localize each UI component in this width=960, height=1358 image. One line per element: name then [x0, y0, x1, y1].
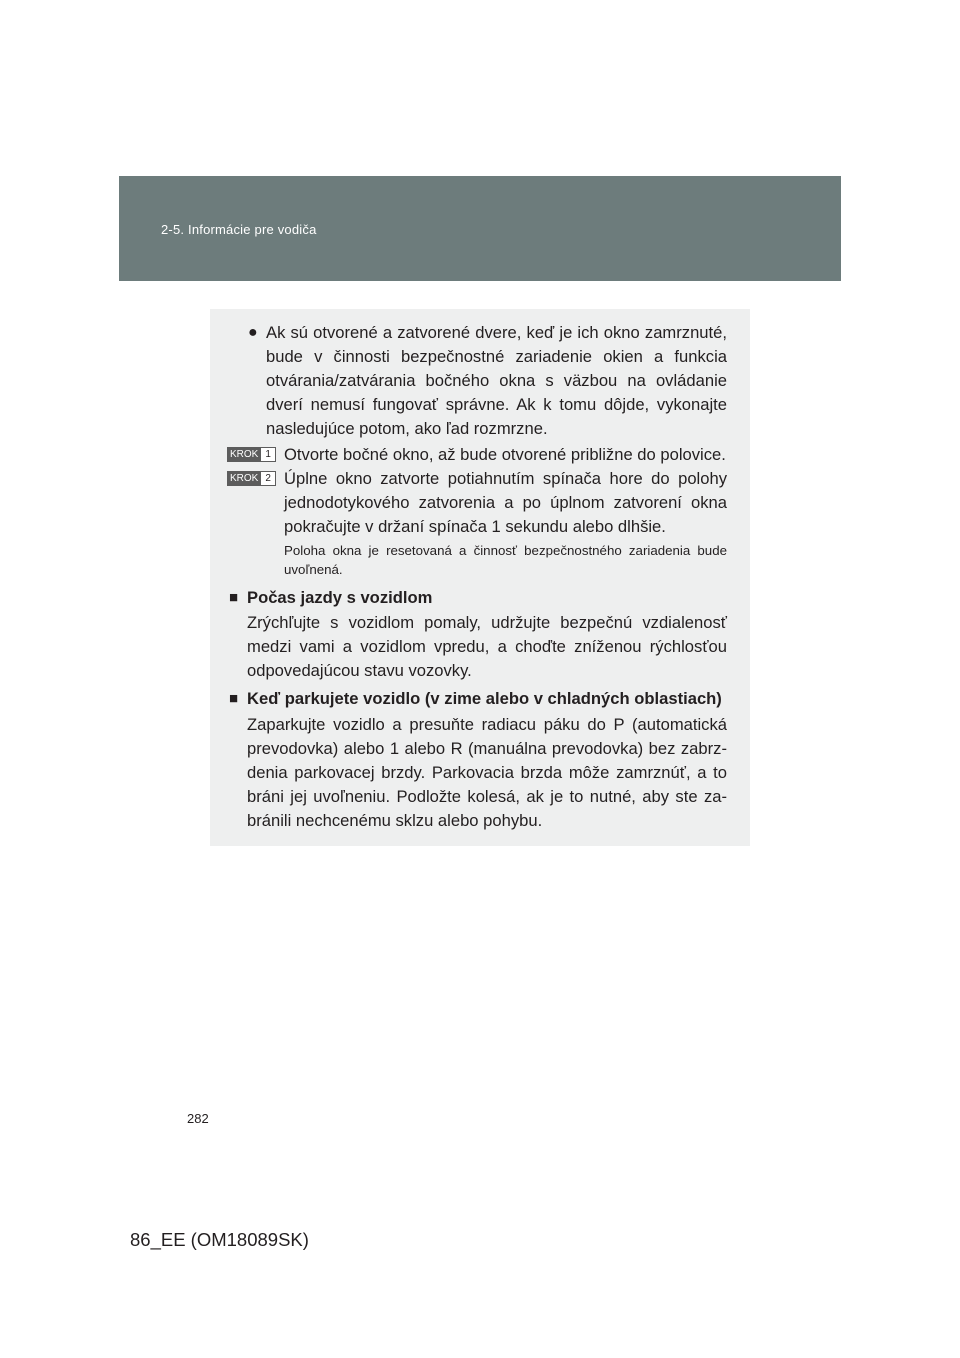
step-1-label: KROK — [227, 447, 261, 462]
step-2-number: 2 — [261, 471, 276, 486]
step-2-text: Úplne okno zatvorte potiahnutím spínača hore do polohy jednodotykového zatvorenia a po úplnom zatvorení okna pokračujte v držaní spínača 1 sekundu alebo dlhšie. — [284, 469, 727, 536]
section-2-square-icon: ■ — [229, 690, 239, 707]
step-2-note: Poloha okna je resetovaná a činnosť bezpečnostného zariadenia bude uvoľnená. — [284, 543, 727, 577]
section-header-bar — [119, 176, 841, 281]
section-2-body: Zaparkujte vozidlo a presuňte radiacu páku do P (automatická prevodovka) alebo 1 alebo R (manuálna prevodovka) bez zabrz- denia parkovacej brzdy. Parkovacia brzda môže zamrznúť, a to bráni jej uvoľneniu. Podložte kolesá, ak je to nutné, aby ste za- bránili nechcenému sklzu alebo pohybu. — [247, 715, 727, 830]
step-1-text: Otvorte bočné okno, až bude otvorené približne do polovice. — [284, 445, 726, 464]
step-1-number: 1 — [261, 447, 276, 462]
section-2-heading: Keď parkujete vozidlo (v zime alebo v chladných oblastiach) — [247, 689, 722, 708]
section-title: 2-5. Informácie pre vodiča — [161, 222, 317, 237]
section-1-square-icon: ■ — [229, 589, 239, 606]
step-2-badge — [227, 471, 276, 486]
step-1-badge — [227, 447, 276, 462]
bullet-icon: ● — [248, 324, 258, 341]
step-2-label: KROK — [227, 471, 261, 486]
section-1-body: Zrýchľujte s vozidlom pomaly, udržujte bezpečnú vzdialenosť medzi vami a vozidlom vpredu, a choďte zníženou rýchlosťou odpovedajúcou stavu vozovky. — [247, 613, 727, 680]
document-code: 86_EE (OM18089SK) — [130, 1229, 309, 1250]
section-1-heading: Počas jazdy s vozidlom — [247, 588, 433, 607]
bullet-text: Ak sú otvorené a zatvorené dvere, keď je ich okno zamrznuté, bude v činnosti bezpečnostné zariadenie okien a funkcia otvárania/zatvárania bočného okna s väzbou na ovládanie dverí nemusí fungovať správne. Ak k tomu dôjde, vykonajte nasledujúce potom, ako ľad rozmrzne. — [266, 323, 727, 438]
page-number: 282 — [187, 1111, 209, 1126]
content-box — [210, 309, 750, 846]
